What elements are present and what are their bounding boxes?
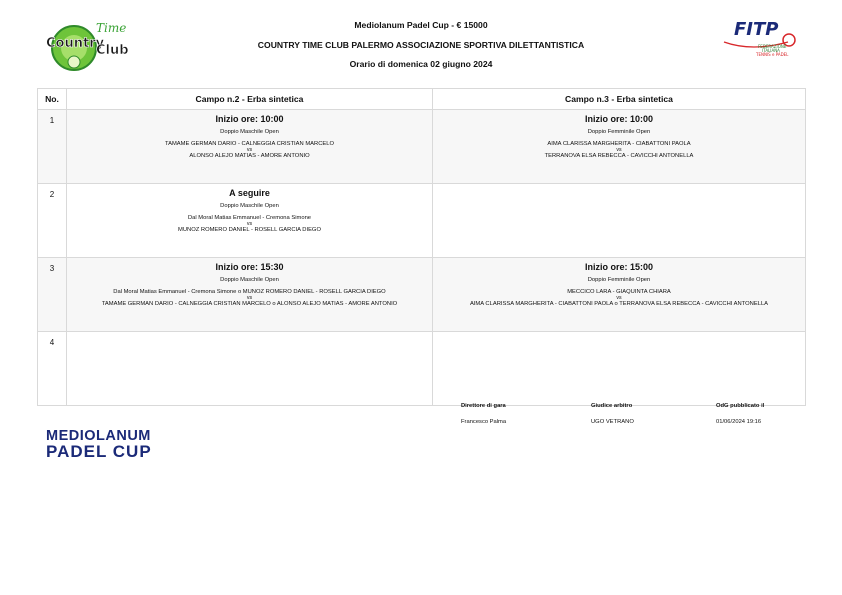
match-category: Doppio Maschile Open (220, 203, 279, 209)
referee-label: Giudice arbitro (591, 403, 633, 409)
start-time: Inizio ore: 10:00 (584, 114, 654, 124)
tournament-title: Mediolanum Padel Cup - € 15000 (354, 20, 488, 30)
versus: vs (246, 147, 253, 153)
empty-cell (67, 332, 433, 406)
published-value: 01/06/2024 19:16 (716, 419, 762, 425)
club-name: COUNTRY TIME CLUB PALERMO ASSOCIAZIONE SPORTIVA DILETTANTISTICA (257, 40, 585, 50)
team-2: MUNOZ ROMERO DANIEL - ROSELL GARCIA DIEGO (178, 227, 321, 233)
table-row (38, 258, 806, 332)
match-category: Doppio Femminile Open (587, 129, 651, 135)
start-time: Inizio ore: 15:30 (215, 262, 284, 272)
header-court-2: Campo n.2 - Erba sintetica (67, 89, 433, 110)
svg-text:Club: Club (96, 43, 129, 58)
match-cell (67, 258, 433, 332)
versus: vs (246, 295, 253, 301)
row-number: 4 (38, 332, 67, 406)
team-1: AIMA CLARISSA MARGHERITA - CIABATTONI PAOLA (547, 141, 691, 147)
match-category: Doppio Femminile Open (587, 277, 651, 283)
table-row (38, 110, 806, 184)
director-label: Direttore di gara (461, 403, 506, 409)
schedule-date: Orario di domenica 02 giugno 2024 (349, 59, 493, 69)
table-header-row (38, 89, 806, 110)
table-row (38, 184, 806, 258)
team-1: MECCICO LARA - GIAQUINTA CHIARA (567, 289, 671, 295)
row-number: 3 (38, 258, 67, 332)
table-row (38, 332, 806, 406)
match-category: Doppio Maschile Open (220, 129, 279, 135)
svg-text:TENNIS e PADEL: TENNIS e PADEL (756, 52, 789, 57)
referee-value: UGO VETRANO (591, 419, 634, 425)
match-cell (67, 184, 433, 258)
versus: vs (616, 295, 622, 301)
team-1: Dal Moral Matias Emmanuel - Cremona Simone o MUNOZ ROMERO DANIEL - ROSELL GARCIA DIEGO (113, 289, 386, 295)
empty-cell (433, 332, 806, 406)
match-cell (433, 258, 806, 332)
versus: vs (246, 221, 253, 227)
row-number: 2 (38, 184, 67, 258)
team-1: Dal Moral Matias Emmanuel - Cremona Simone (187, 215, 312, 221)
start-time: A seguire (229, 188, 270, 198)
fitp-logo (722, 18, 798, 60)
header-court-3: Campo n.3 - Erba sintetica (433, 89, 806, 110)
team-2: TERRANOVA ELSA REBECCA - CAVICCHI ANTONELLA (544, 153, 694, 159)
svg-text:FEDERAZIONE: FEDERAZIONE (758, 44, 787, 49)
svg-text:Country: Country (46, 36, 105, 51)
svg-text:FITP: FITP (734, 19, 779, 40)
mediolanum-logo-line1: MEDIOLANUM (46, 428, 151, 444)
mediolanum-logo-line2: PADEL CUP (46, 442, 152, 461)
start-time: Inizio ore: 10:00 (215, 114, 284, 124)
team-2: ALONSO ALEJO MATIAS - AMORE ANTONIO (189, 153, 310, 159)
start-time: Inizio ore: 15:00 (584, 262, 654, 272)
match-cell (67, 110, 433, 184)
empty-cell (433, 184, 806, 258)
svg-text:Time: Time (96, 21, 127, 35)
svg-text:ITALIANA: ITALIANA (762, 48, 780, 53)
schedule-table (37, 88, 806, 406)
header-no: No. (38, 89, 67, 110)
match-cell (433, 110, 806, 184)
match-category: Doppio Maschile Open (220, 277, 279, 283)
director-value: Francesco Palma (461, 419, 507, 425)
team-2: AIMA CLARISSA MARGHERITA - CIABATTONI PAOLA o TERRANOVA ELSA REBECCA - CAVICCHI ANTONELLA (469, 301, 769, 307)
team-2: TAMAME GERMAN DARIO - CALNEGGIA CRISTIAN MARCELO o ALONSO ALEJO MATIAS - AMORE ANTONIO (101, 301, 398, 307)
team-1: TAMAME GERMAN DARIO - CALNEGGIA CRISTIAN MARCELO (165, 141, 334, 147)
published-label: OdG pubblicato il (716, 403, 765, 409)
row-number: 1 (38, 110, 67, 184)
versus: vs (616, 147, 622, 153)
